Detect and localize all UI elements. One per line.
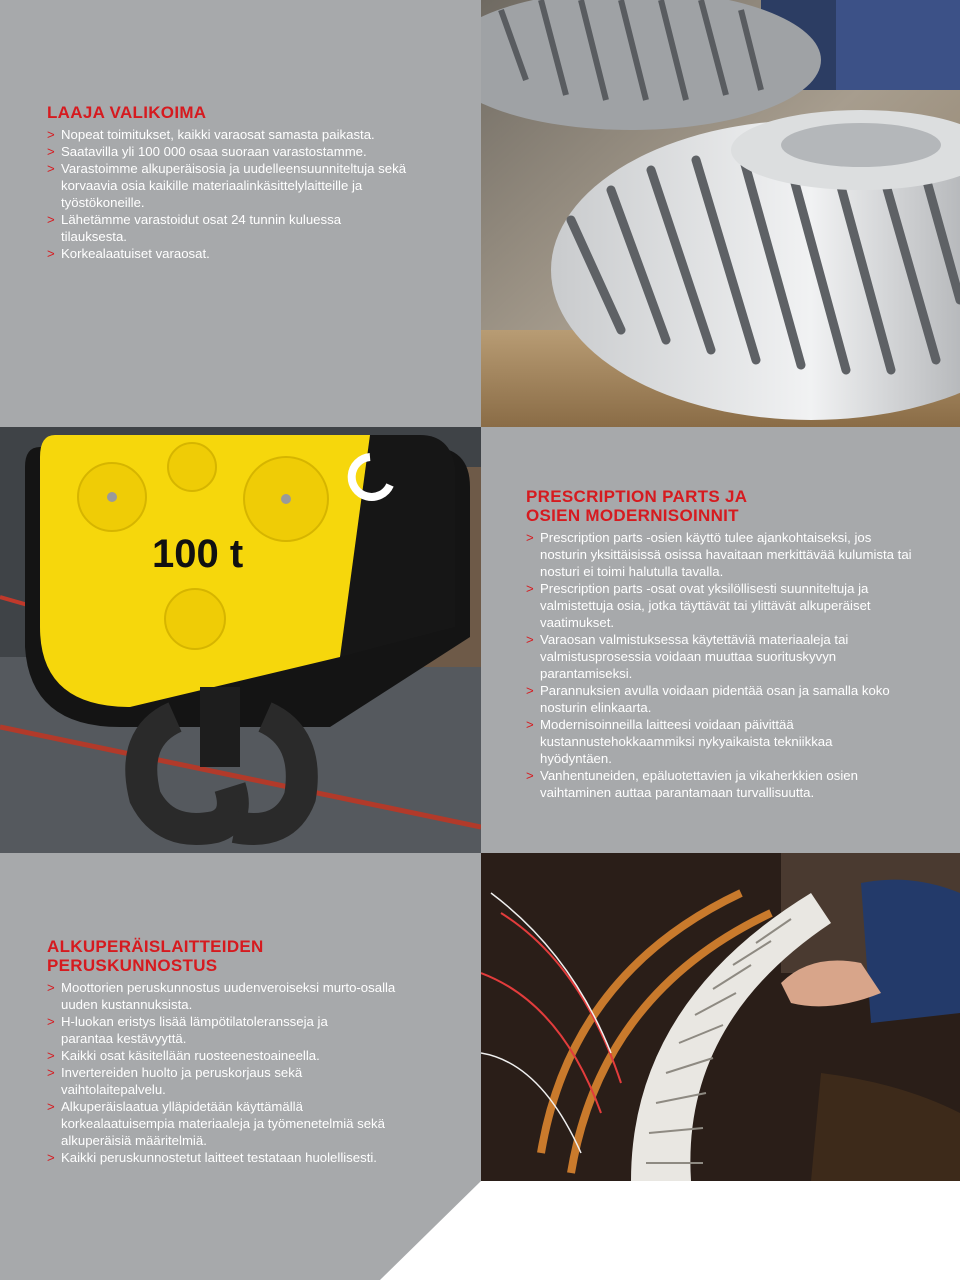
list-item	[47, 245, 467, 262]
section-heading: LAAJA VALIKOIMA	[47, 103, 207, 122]
bullet-arrow: >	[526, 632, 534, 647]
bullet-list	[526, 529, 916, 801]
gears-photo	[481, 0, 960, 427]
list-item-text: Vanhentuneiden, epäluotettavien ja vikaherkkien osien vaihtaminen auttaa parantamaan turvallisuutta.	[540, 768, 858, 800]
list-item	[526, 580, 916, 631]
section-refurbishment	[47, 937, 427, 1166]
list-item	[47, 1047, 427, 1064]
bullet-arrow: >	[47, 212, 55, 227]
bullet-arrow: >	[526, 581, 534, 596]
list-item	[47, 1149, 441, 1166]
list-item-text: Prescription parts -osien käyttö tulee ajankohtaiseksi, jos nosturin yksittäisissä osissa havaitaan merkittävää kulumista tai nosturi ei toimi halutulla tavalla.	[540, 530, 912, 579]
list-item-text: Varaosan valmistuksessa käytettäviä materiaaleja tai valmistusprosessia voidaan muuttaa suorituskyvyn parantamiseksi.	[540, 632, 849, 681]
list-item	[47, 143, 467, 160]
list-item-text: Invertereiden huolto ja peruskorjaus sekä vaihtolaitepalvelu.	[61, 1065, 303, 1097]
hook-capacity-label: 100 t	[152, 532, 244, 576]
bullet-arrow: >	[47, 1099, 55, 1114]
list-item-text: Parannuksien avulla voidaan pidentää osan ja samalla koko nosturin elinkaarta.	[540, 683, 890, 715]
bullet-arrow: >	[526, 717, 534, 732]
bullet-arrow: >	[47, 1065, 55, 1080]
list-item	[47, 1013, 381, 1047]
list-item	[526, 682, 910, 716]
bullet-list	[47, 979, 427, 1166]
bullet-arrow: >	[526, 530, 534, 545]
list-item	[47, 1098, 406, 1149]
list-item	[47, 160, 431, 211]
section-heading-line: ALKUPERÄISLAITTEIDEN	[47, 937, 264, 956]
list-item	[526, 631, 900, 682]
bullet-list	[47, 126, 467, 262]
section-heading-line: OSIEN MODERNISOINNIT	[526, 506, 739, 525]
bullet-arrow: >	[526, 768, 534, 783]
section-heading	[47, 937, 427, 975]
bullet-arrow: >	[526, 683, 534, 698]
bullet-arrow: >	[47, 1150, 55, 1165]
bullet-arrow: >	[47, 1048, 55, 1063]
list-item-text: Moottorien peruskunnostus uudenveroiseksi murto-osalla uuden kustannuksista.	[61, 980, 396, 1012]
motor-winding-photo	[481, 853, 960, 1181]
list-item-text: H-luokan eristys lisää lämpötilatoleransseja ja parantaa kestävyyttä.	[61, 1014, 328, 1046]
bullet-arrow: >	[47, 127, 55, 142]
section-prescription-parts	[526, 487, 916, 801]
section-heading-line: PRESCRIPTION PARTS JA	[526, 487, 748, 506]
list-item-text: Kaikki peruskunnostetut laitteet testataan huolellisesti.	[61, 1150, 377, 1165]
bottom-white-strip	[481, 1181, 960, 1280]
white-corner-decoration	[0, 1181, 481, 1280]
section-wide-selection	[47, 103, 467, 262]
list-item-text: Modernisoinneilla laitteesi voidaan päivittää kustannustehokkaammiksi nykyaikaista tekniikkaa hyödyntäen.	[540, 717, 833, 766]
list-item	[47, 211, 391, 245]
list-item-text: Alkuperäislaatua ylläpidetään käyttämällä korkealaatuisempia materiaaleja ja työmenetelmiä sekä alkuperäisiä määritelmiä.	[61, 1099, 385, 1148]
list-item-text: Nopeat toimitukset, kaikki varaosat samasta paikasta.	[61, 127, 375, 142]
list-item-text: Lähetämme varastoidut osat 24 tunnin kuluessa tilauksesta.	[61, 212, 342, 244]
list-item	[47, 1064, 361, 1098]
bullet-arrow: >	[47, 980, 55, 995]
section-heading-line: PERUSKUNNOSTUS	[47, 956, 218, 975]
list-item	[47, 126, 467, 143]
list-item	[526, 529, 916, 580]
bullet-arrow: >	[47, 1014, 55, 1029]
list-item-text: Korkealaatuiset varaosat.	[61, 246, 210, 261]
list-item	[526, 716, 890, 767]
list-item	[47, 979, 411, 1013]
list-item-text: Varastoimme alkuperäisosia ja uudelleensuunniteltuja sekä korvaavia osia kaikille materiaalinkäsittelylaitteille ja työstökoneille.	[61, 161, 407, 210]
section-heading	[526, 487, 916, 525]
crane-hook-photo	[0, 427, 481, 853]
list-item-text: Saatavilla yli 100 000 osaa suoraan varastostamme.	[61, 144, 367, 159]
list-item-text: Kaikki osat käsitellään ruosteenestoaineella.	[61, 1048, 320, 1063]
bullet-arrow: >	[47, 246, 55, 261]
list-item-text: Prescription parts -osat ovat yksilöllisesti suunniteltuja ja valmistettuja osia, jotka täyttävät tai ylittävät alkuperäiset vaatimukset.	[540, 581, 871, 630]
bullet-arrow: >	[47, 144, 55, 159]
list-item	[526, 767, 910, 801]
bullet-arrow: >	[47, 161, 55, 176]
